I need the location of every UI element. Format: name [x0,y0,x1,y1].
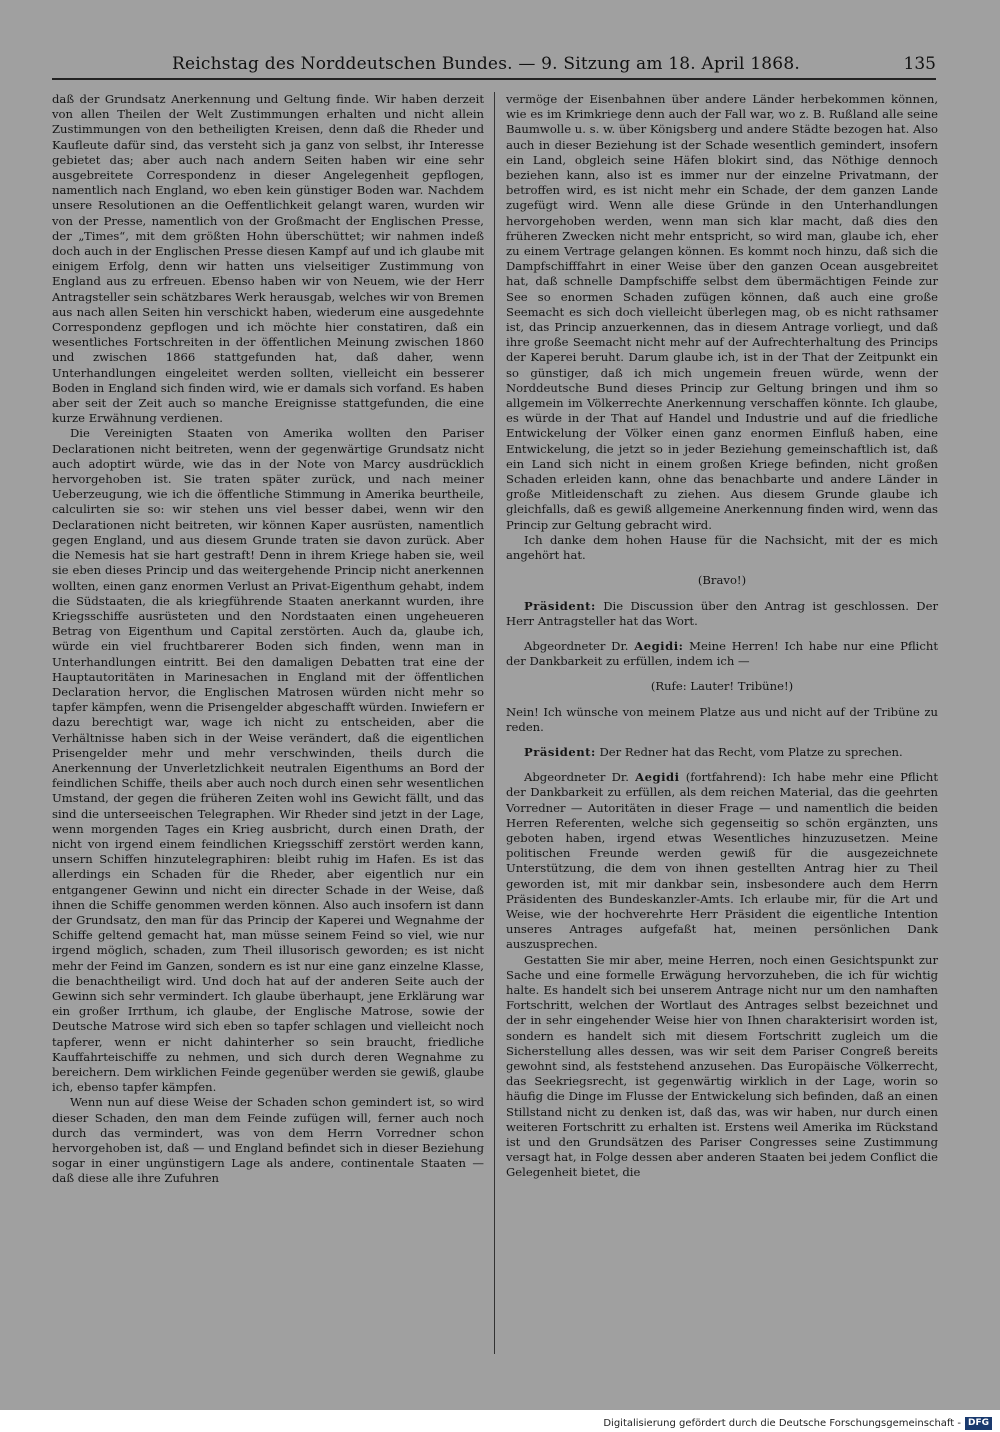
statement-text: Der Redner hat das Recht, vom Platze zu sprechen. [595,744,903,759]
paragraph: Gestatten Sie mir aber, meine Herren, noch einen Gesichtspunkt zur Sache und eine formelle Erwägung hervorzuheben, die ich für wichtig halte. Es handelt sich bei unserem Antrage nicht nur um den namhaften Fortschritt, welchen der Wortlaut des Antrages selbst bezeichnet und der in sehr eingehender Weise hier von Ihnen charakterisirt worden ist, sondern es handelt sich mit diesem Fortschritt zugleich um die Sicherstellung alles dessen, was wir seit dem Pariser Congreß bereits gewohnt sind, als feststehend anzusehen. Das Europäische Völkerrecht, das Seekriegsrecht, ist gegenwärtig wirklich in der Lage, worin so häufig die Dinge im Flusse der Entwickelung sich befinden, daß an einen Stillstand nicht zu denken ist, daß das, was wir haben, nur durch einen weiteren Fortschritt zu erhalten ist. Erstens weil Amerika im Rückstand ist und den Grundsätzen des Pariser Congresses seine Zustimmung versagt hat, in Folge dessen aber anderen Staaten bei jedem Conflict die Gelegenheit bietet, die [506,952,938,1180]
column-divider [494,92,495,1354]
speaker-prefix: Abgeordneter Dr. [524,638,635,653]
aegidi-statement [506,770,938,952]
speaker-president: Präsident: [524,598,596,613]
paragraph: Ich danke dem hohen Hause für die Nachsicht, mit der es mich angehört hat. [506,532,938,563]
right-column [506,92,938,1181]
aegidi-statement [506,639,938,669]
paragraph: Wenn nun auf diese Weise der Schaden schon gemindert ist, so wird dieser Schaden, den man dem Feinde zufügen will, ferner auch noch durch das vermindert, was von dem Herrn Vorredner schon hervorgehoben ist, daß — und England befindet sich in dieser Beziehung sogar in einer ungünstigern Lage als andere, continentale Staaten — daß diese alle ihre Zufuhren [52,1095,484,1186]
paragraph: Die Vereinigten Staaten von Amerika wollten den Pariser Declarationen nicht beitreten, wenn der gegenwärtige Grundsatz nicht auch adoptirt würde, wie das in der Note von Marcy ausdrücklich hervorgehoben ist. Sie traten später zurück, und nach meiner Ueberzeugung, wie ich die öffentliche Stimmung in Amerika beurtheile, calculirten sie so: wir stehen uns viel besser dabei, wenn wir den Declarationen nicht beitreten, wir können Kaper ausrüsten, namentlich gegen England, und aus diesem Grunde traten sie davon zurück. Aber die Nemesis hat sie hart gestraft! Denn in ihrem Kriege haben sie, weil sie eben dieses Princip und das weitergehende Princip nicht anerkennen wollten, einen ganz enormen Verlust an Privat-Eigenthum gehabt, indem die Südstaaten, die als kriegführende Staaten anerkannt wurden, ihre Kriegsschiffe ausrüsteten und den Nordstaaten einen ungeheueren Betrag von Eigenthum und Capital zerstörten. Auch da, glaube ich, würde ein viel fruchtbarerer Boden sich finden, wenn man in Unterhandlungen eintritt. Bei den damaligen Debatten trat eine der Hauptautoritäten in Marinesachen in England mit der öffentlichen Declaration hervor, die Englischen Matrosen würden nicht mehr so tapfer kämpfen, wenn die Prisengelder abgeschafft würden. Inwiefern er dazu berechtigt war, wage ich nicht zu entscheiden, aber die Verhältnisse haben sich in der Weise verändert, daß die eigentlichen Prisengelder mehr und mehr verschwinden, theils durch die Anerkennung der Unverletzlichkeit neutralen Eigenthums an Bord der feindlichen Schiffe, theils aber auch noch durch einen sehr wesentlichen Umstand, der gegen die früheren Zeiten wohl ins Gewicht fällt, und das sind die unterseeischen Telegraphen. Wir Rheder sind jetzt in der Lage, wenn morgenden Tages ein Krieg ausbricht, durch einen Drath, der nicht von irgend einem feindlichen Kriegsschiff zerstört werden kann, unsern Schiffen hinzutelegraphiren: bleibt ruhig im Hafen. Es ist das allerdings ein Schaden für die Rheder, aber eigentlich nur ein entgangener Gewinn und nicht ein directer Schade in der Weise, daß ihnen die Schiffe genommen werden können. Also auch insofern ist dann der Grundsatz, den man für das Princip der Kaperei und Wegnahme der Schiffe geltend gemacht hat, man müsse seinem Feind so viel, wie nur irgend möglich, schaden, zum Theil illusorisch geworden; es ist nicht mehr der Feind im Ganzen, sondern es ist nur eine ganz einzelne Klasse, die benachtheiligt wird. Und doch hat auf der anderen Seite auch der Gewinn sich sehr vermindert. Ich glaube überhaupt, jene Erklärung war ein großer Irrthum, ich glaube, der Englische Matrose, sowie der Deutsche Matrose wird sich eben so tapfer schlagen und vielleicht noch tapferer, wenn er nicht dahinterher so sein braucht, friedliche Kauffahrteischiffe zu nehmen, und sich durch deren Wegnahme zu bereichern. Dem wirklichen Feinde gegenüber werden sie gewiß, glaube ich, ebenso tapfer kämpfen. [52,426,484,1095]
page-number: 135 [903,54,936,74]
statement-text: Die Discussion über den Antrag ist geschlossen. Der Herr Antragsteller hat das Wort. [506,598,938,628]
speaker-aegidi: Aegidi: [634,638,684,653]
president-statement [506,745,938,760]
interjection-calls: (Rufe: Lauter! Tribüne!) [650,679,794,694]
speaker-president: Präsident: [524,744,596,759]
paragraph: Nein! Ich wünsche von meinem Platze aus und nicht auf der Tribüne zu reden. [506,704,938,734]
speaker-prefix: Abgeordneter Dr. [524,770,636,785]
statement-text: Meine Herren! Ich habe nur eine Pflicht der Dankbarkeit zu erfüllen, indem ich — [506,638,939,669]
speaker-aegidi: Aegidi [635,770,680,785]
footer-text: Digitalisierung gefördert durch die Deutsche Forschungsgemeinschaft - [603,1417,961,1429]
paragraph: daß der Grundsatz Anerkennung und Geltung finde. Wir haben derzeit von allen Theilen der Welt Zustimmungen erhalten und nicht allein Zustimmungen von den betheiligten Kreisen, denn daß die Rheder und Kaufleute dafür sind, das versteht sich ja ganz von selbst, ihr Interesse gebietet das; aber auch nach andern Seiten haben wir eine sehr ausgebreitete Correspondenz in dieser Angelegenheit gepflogen, namentlich nach England, wo eben kein günstiger Boden war. Nachdem unsere Resolutionen an die Oeffentlichkeit gelangt waren, wurden wir von der Presse, namentlich von der Großmacht der Englischen Presse, der „Times“, mit dem größten Hohn überschüttet; wir nahmen indeß doch auch in der Englischen Presse diesen Kampf auf und ich glaube mit einigem Erfolg, denn wir hatten uns vielseitiger Zustimmung von England aus zu erfreuen. Ebenso haben wir von Neuem, wie der Herr Antragsteller sein schätzbares Werk herausgab, welches wir von Bremen aus nach allen Seiten hin verschickt haben, wiederum eine ausgedehnte Correspondenz gepflogen und ich möchte hier constatiren, daß ein wesentliches Fortschreiten in der öffentlichen Meinung zwischen 1860 und zwischen 1866 stattgefunden hat, daß daher, wenn Unterhandlungen eingeleitet werden sollten, vielleicht ein besserer Boden in England sich finden wird, wie er damals sich vorfand. Es haben aber seit der Zeit auch so manche Ereignisse stattgefunden, die eine kurze Erwähnung verdienen. [52,92,484,426]
header-rule [52,78,936,80]
left-column [52,92,484,1187]
interjection-bravo: (Bravo!) [697,573,747,588]
president-statement [506,599,938,629]
digitization-footer [603,1416,992,1430]
paragraph: vermöge der Eisenbahnen über andere Länder herbekommen können, wie es im Krimkriege denn auch der Fall war, wo z. B. Rußland alle seine Baumwolle u. s. w. über Königsberg und andere Städte bezogen hat. Also auch in dieser Beziehung ist der Schade wesentlich gemindert, insofern ein Land, obgleich seine Häfen blokirt sind, das Nöthige dennoch beziehen kann, also ist es immer nur der einzelne Privatmann, der betroffen wird, es ist nicht mehr ein Schade, der dem ganzen Lande zugefügt wird. Wenn alle diese Gründe in den Unterhandlungen hervorgehoben werden, wenn man sich klar macht, daß dies den früheren Zwecken nicht mehr entspricht, so wird man, glaube ich, eher zu einem Vertrage gelangen können. Es kommt noch hinzu, daß sich die Dampfschifffahrt in einer Weise über den ganzen Ocean ausgebreitet hat, daß schnelle Dampfschiffe selbst dem übermächtigen Feinde zur See so enormen Schaden zufügen können, daß auch eine große Seemacht es sich doch vielleicht überlegen mag, ob es nicht rathsamer ist, das Princip anzuerkennen, das in diesem Antrage vorliegt, und daß ihre große Seemacht nicht mehr auf der Aufrechterhaltung des Princips der Kaperei beruht. Darum glaube ich, ist in der That der Zeitpunkt ein so günstiger, daß ich mich ungemein freuen würde, wenn der Norddeutsche Bund dieses Princip zur Geltung bringen und ihm so allgemein im Völkerrechte Anerkennung verschaffen könnte. Ich glaube, es würde in der That auf Handel und Industrie und auf die friedliche Entwickelung der Völker einen ganz enormen Einfluß haben, eine Entwickelung, die jetzt so in jeder Beziehung gemeinschaftlich ist, daß ein Land sich nicht in einem großen Kriege befinden, nicht großen Schaden erleiden kann, ohne das benachbarte und andere Länder in große Mitleidenschaft zu ziehen. Aus diesem Grunde glaube ich gleichfalls, daß es gewiß allgemeine Anerkennung finden wird, wenn das Princip zur Geltung gebracht wird. [506,92,938,532]
statement-text: (fortfahrend): Ich habe mehr eine Pflicht der Dankbarkeit zu erfüllen, als dem reichen Material, das die geehrten Vorredner — Autoritäten in dieser Frage — und namentlich die beiden Herren Referenten, welche sich gegenseitig so schön ergänzten, uns geboten haben, irgend etwas Wesentliches hinzuzusetzen. Meine politischen Freunde werden gewiß für die ausgezeichnete Unterstützung, die dem von ihnen gestellten Antrag hier zu Theil geworden ist, mit mir dankbar sein, insbesondere auch dem Herrn Präsidenten des Bundeskanzler-Amts. Ich erlaube mir, für die Art und Weise, wie der hochverehrte Herr Präsident die eigentliche Intention unseres Antrages aufgefaßt hat, meinen persönlichen Dank auszusprechen. [506,770,938,952]
dfg-logo: DFG [965,1417,992,1430]
running-title: Reichstag des Norddeutschen Bundes. — 9. Sitzung am 18. April 1868. [172,54,800,74]
page-header [52,54,936,76]
